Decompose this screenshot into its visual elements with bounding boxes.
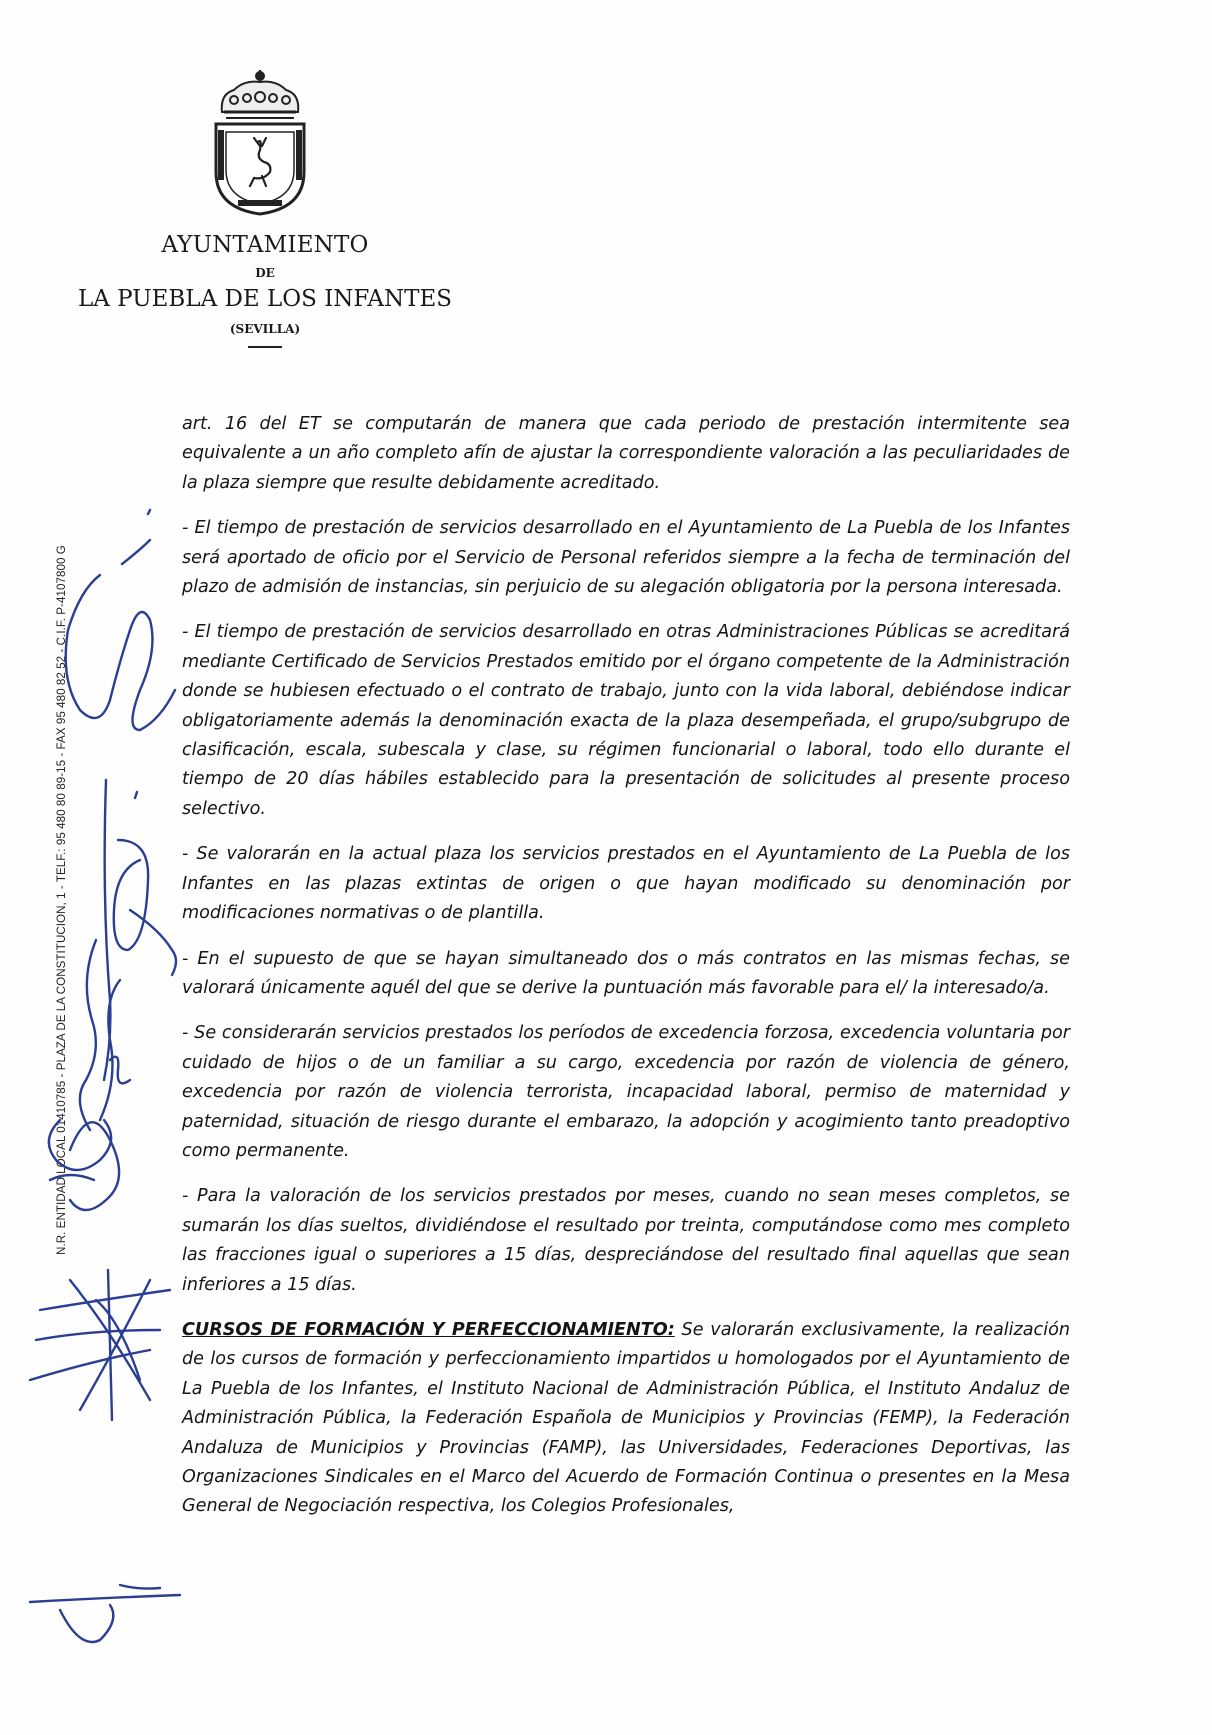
letterhead-town: LA PUEBLA DE LOS INFANTES	[77, 286, 453, 312]
letterhead-title: AYUNTAMIENTO	[161, 232, 369, 258]
paragraph-text: Se valorarán exclusivamente, la realización de los cursos de formación y perfeccionamiento impartidos u homologados por el Ayuntamiento de La Puebla de los Infantes, el Instituto Nacional de Administración Pública, el Instituto Andaluz de Administración Pública, la Federación Española de Municipios y Provincias (FEMP), la Federación Andaluza de Municipios y Provincias (FAMP), las Universidades, Federaciones Deportivas, las Organizaciones Sindicales en el Marco del Acuerdo de Formación Continua o presentes en la Mesa General de Negociación respectiva, los Colegios Profesionales,	[182, 1319, 1070, 1517]
crest-icon	[200, 68, 320, 218]
letterhead	[70, 232, 460, 348]
letterhead-divider	[248, 346, 282, 348]
paragraph: - El tiempo de prestación de servicios desarrollado en otras Administraciones Públicas se acreditará mediante Certificado de Servicios Prestados emitido por el órgano competente de la Administración donde se hubiesen efectuado o el contrato de trabajo, junto con la vida laboral, debiéndose indicar obligatoriamente además la denominación exacta de la plaza desempeñada, el grupo/subgrupo de clasificación, escala, subescala y clase, su régimen funcionarial o laboral, todo ello durante el tiempo de 20 días hábiles establecido para la presentación de solicitudes al presente proceso selectivo.	[182, 622, 1070, 819]
paragraph: - En el supuesto de que se hayan simultaneado dos o más contratos en las mismas fechas, se valorará únicamente aquél del que se derive la puntuación más favorable para el/ la interesado/a.	[182, 948, 1070, 998]
paragraph: - Se considerarán servicios prestados los períodos de excedencia forzosa, excedencia voluntaria por cuidado de hijos o de un familiar a su cargo, excedencia por razón de violencia de género, excedencia por razón de violencia terrorista, incapacidad laboral, permiso de maternidad y paternidad, situación de riesgo durante el embarazo, la adopción y acogimiento tanto preadoptivo como permanente.	[182, 1023, 1070, 1161]
paragraph: art. 16 del ET se computarán de manera que cada periodo de prestación intermitente sea equivalente a un año completo afín de ajustar la correspondiente valoración a las peculiaridades de la plaza siempre que resulte debidamente acreditado.	[182, 414, 1070, 493]
document-body	[182, 410, 1070, 1538]
side-registration-text: N.R. ENTIDAD LOCAL 01410785 - PLAZA DE LA CONSTITUCION, 1 - TELF.: 95 480 80 89-15 - FAX 95 480 82 52 - C.I.F. P-4107800 G	[55, 545, 68, 1255]
paragraph: - Para la valoración de los servicios prestados por meses, cuando no sean meses completos, se sumarán los días sueltos, dividiéndose el resultado por treinta, computándose como mes completo las fracciones igual o superiores a 15 días, despreciándose del resultado final aquellas que sean inferiores a 15 días.	[182, 1186, 1070, 1295]
paragraph: - El tiempo de prestación de servicios desarrollado en el Ayuntamiento de La Puebla de los Infantes será aportado de oficio por el Servicio de Personal referidos siempre a la fecha de terminación del plazo de admisión de instancias, sin perjuicio de su alegación obligatoria por la persona interesada.	[182, 518, 1070, 598]
section-heading: CURSOS DE FORMACIÓN Y PERFECCIONAMIENTO:	[182, 1319, 675, 1340]
paragraph-courses	[182, 1316, 1070, 1522]
letterhead-de: DE	[255, 266, 275, 280]
letterhead-province: (SEVILLA)	[229, 322, 301, 336]
paragraph: - Se valorarán en la actual plaza los servicios prestados en el Ayuntamiento de La Puebla de los Infantes en las plazas extintas de origen o que hayan modificado su denominación por modificaciones normativas o de plantilla.	[182, 844, 1070, 924]
